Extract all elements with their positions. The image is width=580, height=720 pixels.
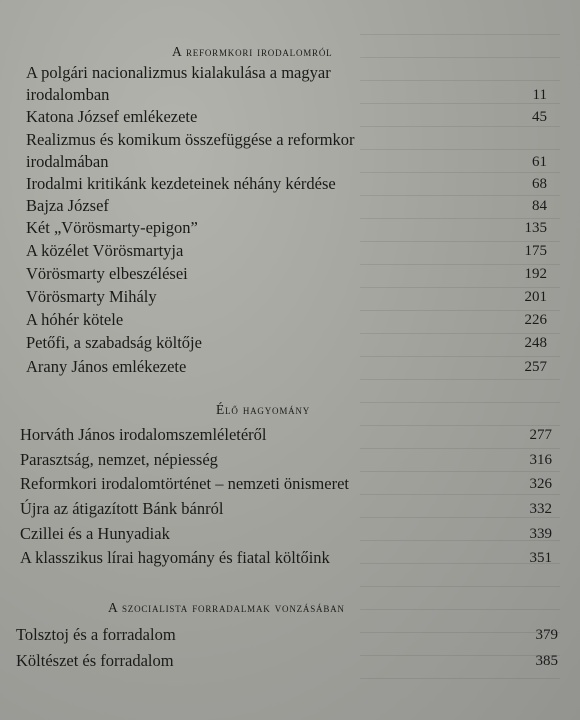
toc-entry-title: Horváth János irodalomszemléletéről — [20, 425, 267, 444]
toc-entry-title: irodalmában — [26, 152, 109, 171]
toc-entry-title: Czillei és a Hunyadiak — [20, 524, 170, 543]
toc-entry-page: 45 — [532, 109, 547, 125]
toc-entry-page: 135 — [524, 220, 547, 236]
toc-entry — [0, 217, 580, 239]
toc-entry — [0, 547, 580, 569]
toc-entry-title: Petőfi, a szabadság költője — [26, 333, 202, 352]
section-title-reformkori: A reformkori irodalomról — [172, 44, 333, 59]
toc-entry-title: Vörösmarty elbeszélései — [26, 264, 188, 283]
toc-entry — [0, 498, 580, 520]
toc-entry-page: 68 — [532, 176, 547, 192]
toc-entry — [0, 173, 580, 195]
toc-entry-page: 385 — [535, 653, 558, 669]
toc-entry-page: 332 — [529, 501, 552, 517]
toc-entry-page: 351 — [529, 550, 552, 566]
toc-entry-title: Költészet és forradalom — [16, 651, 174, 670]
toc-entry — [0, 473, 580, 495]
toc-entry-page: 316 — [529, 452, 552, 468]
toc-entry-title: A klasszikus lírai hagyomány és fiatal költőink — [20, 548, 330, 567]
toc-entry-title: A polgári nacionalizmus kialakulása a magyar — [26, 63, 331, 82]
toc-entry-page: 192 — [524, 266, 547, 282]
toc-entry-page: 11 — [532, 87, 547, 103]
toc-entry-page: 339 — [529, 526, 552, 542]
toc-entry-title: Arany János emlékezete — [26, 357, 187, 376]
toc-entry-page: 248 — [524, 335, 547, 351]
toc-entry-page: 257 — [524, 359, 547, 375]
toc-entry — [0, 129, 580, 151]
toc-entry-page: 175 — [524, 243, 547, 259]
toc-entry-page: 277 — [529, 427, 552, 443]
toc-entry-title: A közélet Vörösmartyja — [26, 241, 184, 260]
toc-entry-title: irodalomban — [26, 85, 110, 104]
toc-entry — [0, 62, 580, 84]
toc-entry — [0, 523, 580, 545]
section-title-elo-hagyomany: Élő hagyomány — [216, 402, 311, 417]
toc-entry-title: A hóhér kötele — [26, 310, 124, 329]
toc-entry — [0, 286, 580, 308]
toc-entry — [0, 624, 580, 646]
toc-entry — [0, 356, 580, 378]
toc-entry-page: 226 — [524, 312, 547, 328]
toc-entry-title: Vörösmarty Mihály — [26, 287, 157, 306]
section-title-szocialista: A szocialista forradalmak vonzásában — [108, 600, 345, 615]
toc-entry-title: Bajza József — [26, 196, 109, 215]
toc-entry — [0, 650, 580, 672]
toc-entry — [0, 332, 580, 354]
toc-entry-title: Irodalmi kritikánk kezdeteinek néhány kérdése — [26, 174, 336, 193]
toc-entry-title: Realizmus és komikum összefüggése a reformkor — [26, 130, 355, 149]
toc-entry — [0, 195, 580, 217]
toc-entry-page: 326 — [529, 476, 552, 492]
toc-entry — [0, 449, 580, 471]
toc-entry — [0, 84, 580, 106]
toc-entry-page: 84 — [532, 198, 547, 214]
toc-entry-title: Parasztság, nemzet, népiesség — [20, 450, 218, 469]
toc-entry — [0, 424, 580, 446]
toc-entry-title: Tolsztoj és a forradalom — [16, 625, 176, 644]
toc-entry — [0, 151, 580, 173]
toc-entry-title: Két „Vörösmarty-epigon” — [26, 218, 198, 237]
toc-entry — [0, 263, 580, 285]
toc-entry — [0, 240, 580, 262]
toc-entry — [0, 106, 580, 128]
toc-entry-title: Reformkori irodalomtörténet – nemzeti önismeret — [20, 474, 349, 493]
toc-entry-page: 61 — [532, 154, 547, 170]
toc-entry-page: 379 — [535, 627, 558, 643]
toc-entry — [0, 309, 580, 331]
toc-entry-title: Újra az átigazított Bánk bánról — [20, 499, 224, 518]
toc-entry-title: Katona József emlékezete — [26, 107, 198, 126]
toc-entry-page: 201 — [524, 289, 547, 305]
